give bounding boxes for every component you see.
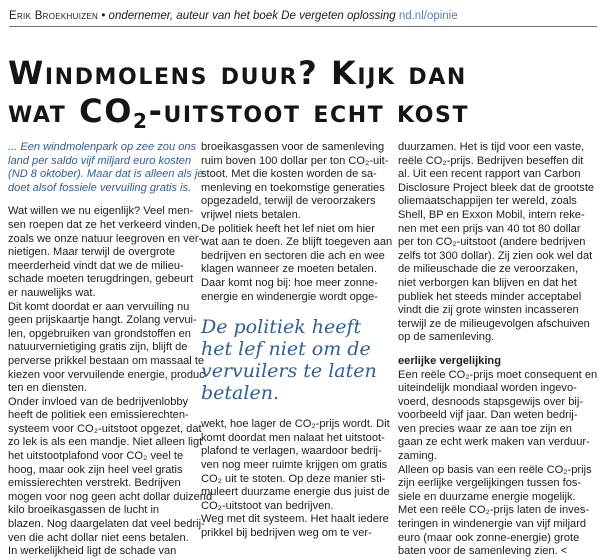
text-line: land per saldo vijf miljard euro kosten [8, 154, 192, 167]
byline [9, 5, 597, 27]
text-line: Weg met dit systeem. Het haalt iedere [201, 513, 389, 526]
column-3 [398, 141, 598, 559]
text-line: (ND 8 oktober). Maar dat is alleen als je [8, 168, 204, 181]
text-line: publiek het steeds minder acceptabel [398, 290, 582, 303]
text-line: gaan ze echt werk maken van verduur- [398, 436, 590, 449]
text-line: prikkel bij bedrijven weg om te ver- [201, 526, 372, 539]
text-line: zaming. [398, 450, 437, 463]
text-line: muleert duurzame energie dus juist de [201, 486, 390, 499]
text-line: klagen wanneer ze moeten betalen. [201, 263, 377, 276]
text-line: menleving en toekomstige generaties [201, 181, 385, 194]
text-line: Met een reële CO₂-prijs laten de inves- [398, 504, 590, 517]
column-2-body-top [201, 141, 393, 304]
text-line: Wat willen we nu eigenlijk? Veel men- [8, 205, 194, 218]
text-line: kilo broeikasgassen de lucht in [8, 504, 160, 517]
text-line: Een reële CO₂-prijs moet consequent en [398, 368, 598, 381]
text-line: Onder invloed van de bedrijvenlobby [8, 395, 189, 408]
text-line: nietigen. Maar terwijl de overgrote [8, 246, 176, 259]
text-line: len, opgebruiken van grondstoffen en [8, 327, 191, 340]
text-line: Shell, BP en Exxon Mobil, intern reke- [398, 208, 585, 221]
text-line: ven nog meer ruimte krijgen om gratis [201, 458, 388, 471]
text-line: heeft de politiek een emissierechten- [8, 409, 189, 422]
text-line: ten en diensten. [8, 382, 87, 395]
text-line: energie en windenergie wordt opge- [201, 290, 379, 303]
byline-bullet: • [98, 10, 109, 22]
byline-author: Erik Broekhuizen [9, 10, 99, 22]
text-line: blazen. Nog daargelaten dat veel bedrij- [8, 518, 205, 531]
text-line: Disclosure Project bleek dat de grootste [398, 181, 595, 194]
text-line: perverse prikkel bestaan om massaal te [8, 354, 205, 367]
byline-role: ondernemer, auteur van het boek [108, 10, 278, 22]
column-3-body-bottom [398, 369, 598, 559]
text-line: er nauwelijks wat. [8, 286, 96, 299]
text-line: ven die acht dollar niet eens betalen. [8, 531, 189, 544]
text-line: wekt, hoe lager de CO₂-prijs wordt. Dit [201, 418, 390, 431]
text-line: emissierechten verstrekt. Bedrijven [8, 477, 181, 490]
column-2-body-bottom [201, 418, 389, 540]
byline-book: De vergeten oplossing [277, 10, 399, 22]
text-line: vervuilers te laten [201, 360, 377, 383]
headline-line-2-pre: wat CO [8, 92, 134, 130]
text-line: zelfs tot 300 dollar). Zij zien ook wel dat [398, 249, 593, 262]
text-line: duurzamen. Het is tijd voor een vaste, [398, 141, 585, 153]
text-line: zoals we onze natuur leegroven en ver- [8, 232, 203, 245]
text-line: plafond te verlagen, waardoor bedrij- [201, 445, 382, 458]
column-2 [201, 141, 393, 540]
text-line: Daar komt nog bij: hoe meer zonne- [201, 276, 378, 289]
text-line: opgezadeld, terwijl de veroorzakers [201, 195, 376, 208]
text-line: meerderheid vindt dat we de milieu- [8, 259, 184, 272]
text-line: voorbeeld vijf jaar. Dan weten bedrij- [398, 409, 578, 422]
text-line: CO₂-uitstoot van bedrijven. [201, 499, 334, 512]
text-line: natuurvernietiging gratis zijn, blijft de [8, 341, 188, 354]
text-line: zo lek is als een mandje. Niet alleen ligt [8, 436, 203, 449]
text-line: betalen. [201, 382, 279, 405]
byline-url: nd.nl/opinie [398, 10, 458, 22]
text-line: De politiek heeft het lef niet om hier [201, 222, 375, 235]
text-line: oliemaatschappijen ter wereld, zoals [398, 195, 577, 208]
text-line: op de samenleving. [398, 331, 495, 344]
text-line: geen prijskaartje hangt. Zolang vervui- [8, 314, 197, 327]
text-line: euro (maar ook zonne-energie) grote [398, 531, 580, 544]
text-line: zijn eerlijke vergelijkingen tussen fos- [398, 477, 582, 490]
column-3-body-top [398, 141, 598, 345]
text-line: siele en duurzame energie mogelijk. [398, 490, 576, 503]
text-line: CO₂ uit te stoten. Op deze manier sti- [201, 472, 386, 485]
text-line: reële CO₂-prijs. Bedrijven beseffen dit [398, 154, 584, 167]
text-line: voerd, desnoods stapsgewijs over bij- [398, 395, 583, 408]
text-line: Dit komt doordat er aan vervuiling nu [8, 300, 190, 313]
text-line: broeikasgassen voor de samenleving [201, 141, 385, 153]
text-line: schade moeten terugdringen, gebeurt [8, 273, 194, 286]
text-line: vindt die zij grote winsten incasseren [398, 304, 579, 317]
headline-line-2 [8, 92, 600, 140]
headline-subscript: 2 [133, 109, 149, 133]
column-1-body [8, 205, 213, 558]
text-line: sen roepen dat ze het verkeerd vinden, [8, 218, 201, 231]
text-line: doet alsof fossiele vervuiling gratis is. [8, 181, 192, 194]
text-line: hoog, maar ook zijn heel veel gratis [8, 463, 183, 476]
text-line: baten voor de samenleving zien. < [398, 545, 568, 558]
text-line: mogen voor nog geen acht dollar duizend [8, 490, 213, 503]
text-line: systeem voor CO₂-uitstoot opgezet, dat [8, 422, 202, 435]
text-line: niet verborgen kan blijven en dat het [398, 276, 577, 289]
text-line: wat aan te doen. Ze blijft toegeven aan [201, 236, 393, 249]
text-line: per ton CO₂-uitstoot (andere bedrijven [398, 236, 586, 249]
text-line: stoot. Met die kosten worden de sa- [201, 168, 377, 181]
text-line: de milieuschade die ze veroorzaken, [398, 263, 579, 276]
text-line: ruim boven 100 dollar per ton CO₂-uit- [201, 154, 389, 167]
headline [8, 54, 600, 140]
text-line: ven precies waar ze aan toe zijn en [398, 422, 572, 435]
text-line: bedrijven en sectoren die ach en wee [201, 249, 385, 262]
headline-line-2-post: -uitstoot echt kost [148, 92, 470, 130]
text-line: het uitstootplafond voor CO₂ veel te [8, 450, 184, 463]
text-line: Alleen op basis van een reële CO₂-prijs [398, 463, 592, 476]
text-line: het lef niet om de [201, 338, 371, 361]
text-line: De politiek heeft [201, 316, 362, 339]
subheading: eerlijke vergelijking [398, 354, 501, 367]
text-line: teringen in windenergie van vijf miljard [398, 518, 587, 531]
text-line: komt doordat men nalaat het uitstoot- [201, 431, 385, 444]
column-1 [8, 141, 213, 559]
text-line: kiezen voor vervuilende energie, produc- [8, 368, 209, 381]
text-line: In werkelijkheid ligt de schade van [8, 545, 177, 558]
text-line: al. Uit een recent rapport van Carbon [398, 168, 581, 181]
text-line: uiteindelijk mondiaal worden ingevo- [398, 382, 577, 395]
headline-line-1: Windmolens duur? Kijk dan [8, 54, 467, 92]
text-line: ... Een windmolenpark op zee zou ons [8, 141, 197, 153]
text-line: vrijwel niets betalen. [201, 208, 301, 221]
text-line: nen met een prijs van 40 tot 80 dollar [398, 222, 581, 235]
text-line: terwijl ze de milieugevolgen afschuiven [398, 317, 590, 330]
pull-quote [201, 316, 389, 404]
intro-text [8, 141, 204, 195]
